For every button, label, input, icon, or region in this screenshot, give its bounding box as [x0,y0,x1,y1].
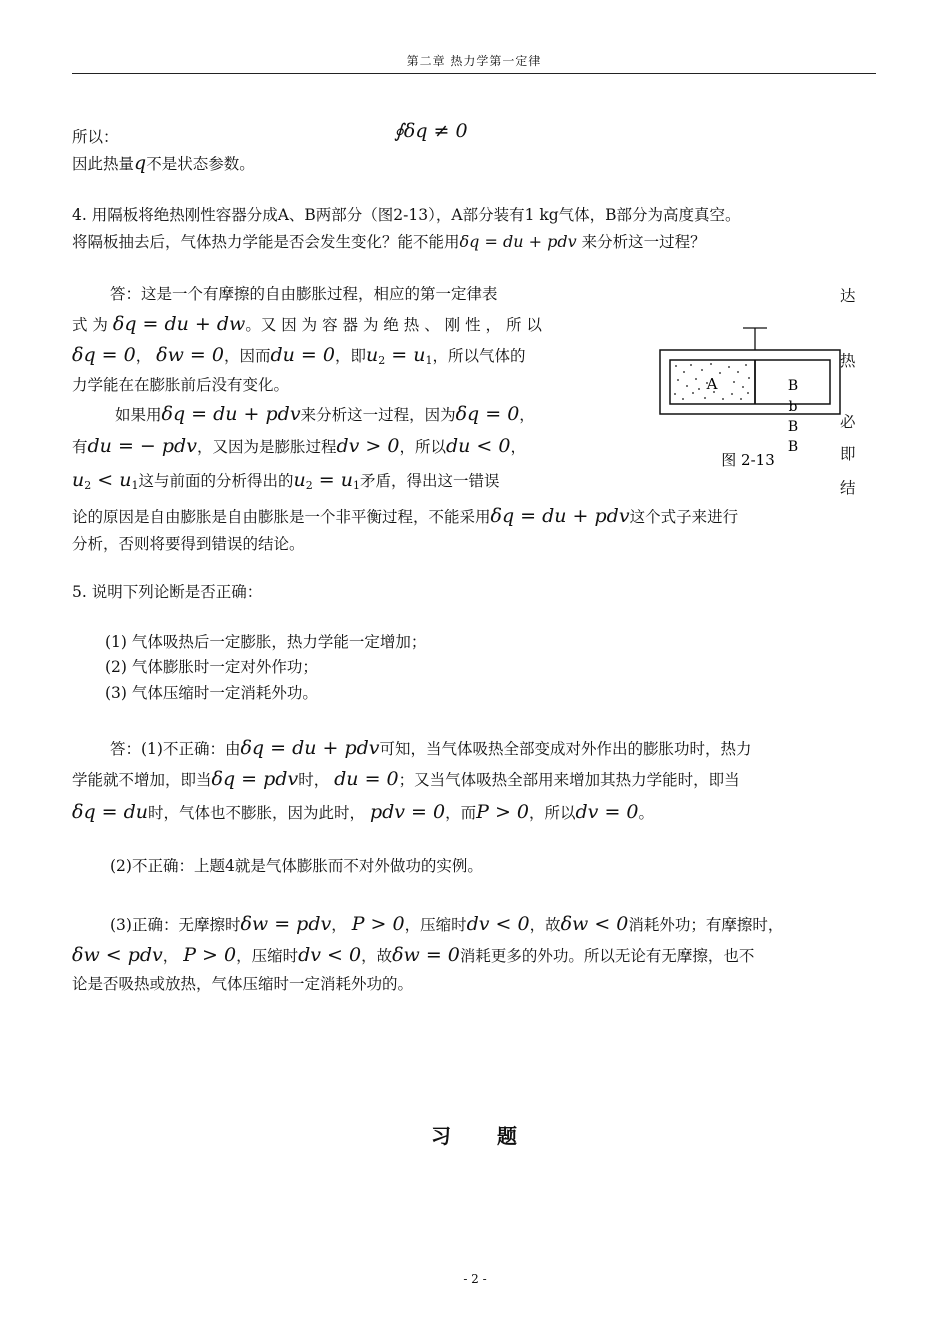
answer4-side-3: 必 [840,413,856,431]
answer4-line3: δq = 0， δw = 0，因而du = 0，即$u_2 = u_1$，所以气体的 [72,344,526,367]
answer5-1-line3: δq = du时，气体也不膨胀，因为此时， pdv = 0，而P > 0，所以dv = 0。 [72,801,655,823]
answer4-side-5: 结 [840,479,856,497]
figure-2-13 [650,320,850,470]
page-header: 第二章 热力学第一定律 [406,54,542,68]
label-b-3: B [787,419,799,435]
q5-item-3: (3) 气体压缩时一定消耗外功。 [105,684,318,702]
label-a: A [706,375,718,393]
answer5-3-line2: δw < pdv， P > 0，压缩时dv < 0，故δw = 0消耗更多的外功。所以无论有无摩擦，也不 [72,944,755,966]
q5-title: 5. 说明下列论断是否正确： [72,583,263,601]
answer4-line5: 如果用δq = du + pdv来分析这一过程，因为δq = 0， [115,403,535,425]
label-b-4: B [787,439,799,455]
container-inner-wall [670,360,830,404]
answer4-side-2: 热 [840,352,856,370]
answer5-3-line1: (3)正确：无摩擦时δw = pdv， P > 0，压缩时dv < 0，故δw < 0消耗外功；有摩擦时， [110,913,784,935]
answer4-line9: 分析，否则将要得到错误的结论。 [72,535,305,553]
label-b-2: b [788,399,798,415]
answer4-side-4: 即 [840,445,856,463]
header-rule [72,73,876,74]
answer5-2: (2)不正确：上题4就是气体膨胀而不对外做功的实例。 [110,857,483,875]
answer5-3-line3: 论是否吸热或放热，气体压缩时一定消耗外功的。 [72,975,414,993]
answer4-line1: 答：这是一个有摩擦的自由膨胀过程，相应的第一定律表 [110,285,498,303]
so-formula: ∮δq ≠ 0 [394,120,468,142]
section-title: 习 题 [431,1124,519,1148]
figure-caption: 图 2-13 [721,451,775,469]
answer4-side-1: 达 [840,287,856,305]
answer5-1-line1: 答：(1)不正确：由δq = du + pdv可知，当气体吸热全部变成对外作出的膨胀功时，热力 [110,737,752,759]
answer4-line7: $u_2 < u_1$这与前面的分析得出的$u_2 = u_1$矛盾，得出这一错误 [72,469,500,492]
conclusion-line: 因此热量q不是状态参数。 [72,152,255,174]
q5-item-1: (1) 气体吸热后一定膨胀，热力学能一定增加； [105,633,427,651]
q5-item-2: (2) 气体膨胀时一定对外作功； [105,658,318,676]
answer5-1-line2: 学能就不增加，即当δq = pdv时， du = 0；又当气体吸热全部用来增加其热力学能时，即当 [72,768,740,790]
answer4-line6: 有du = − pdv，又因为是膨胀过程dv > 0，所以du < 0， [72,435,526,457]
label-b-1: B [787,378,799,394]
answer4-line4: 力学能在在膨胀前后没有变化。 [72,376,290,394]
q4-line1: 4. 用隔板将绝热刚性容器分成A、B两部分（图2-13），A部分装有1 kg气体，B部分为高度真空。 [72,206,741,224]
answer4-line2: 式 为 δq = du + dw。又 因 为 容 器 为 绝 热 、 刚 性 ， 所 以 [72,313,542,335]
so-label: 所以： [72,128,119,146]
q4-line2: 将隔板抽去后，气体热力学能是否会发生变化？能不能用δq = du + pdv 来分析这一过程？ [72,232,706,251]
page-number: - 2 - [463,1272,487,1286]
answer4-line8: 论的原因是自由膨胀是自由膨胀是一个非平衡过程，不能采用δq = du + pdv这个式子来进行 [72,505,739,527]
